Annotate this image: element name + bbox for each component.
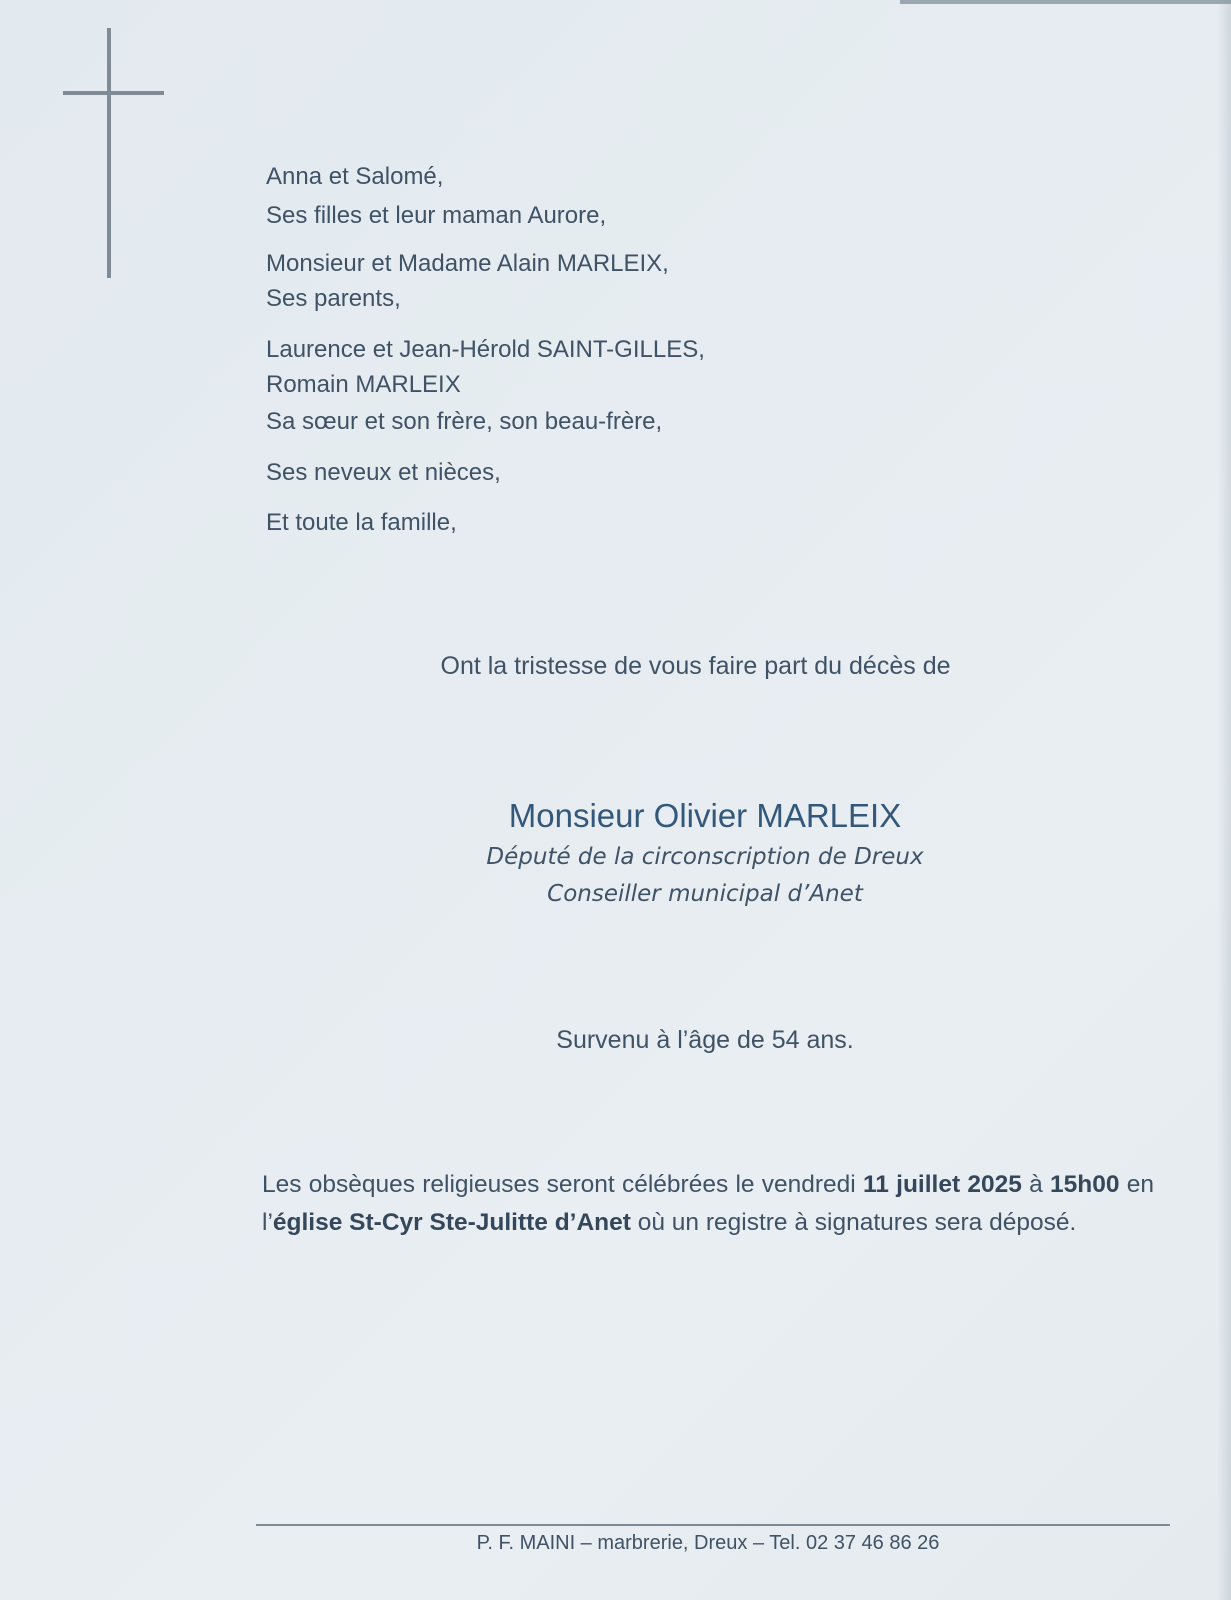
- family-line: Sa sœur et son frère, son beau-frère,: [266, 408, 663, 435]
- funeral-text: en l’: [262, 1171, 1154, 1236]
- funeral-place: église St-Cyr Ste-Julitte d’Anet: [272, 1209, 631, 1236]
- cross-horizontal-bar: [63, 91, 164, 95]
- family-line: Laurence et Jean-Hérold SAINT-GILLES,: [266, 336, 705, 363]
- family-line: Et toute la famille,: [266, 509, 457, 536]
- family-line: Monsieur et Madame Alain MARLEIX,: [266, 250, 669, 277]
- funeral-text: Les obsèques religieuses seront célébrées le vendredi: [262, 1171, 863, 1198]
- deceased-name: Monsieur Olivier MARLEIX: [508, 797, 902, 834]
- family-line: Romain MARLEIX: [266, 371, 461, 398]
- footer-contact: P. F. MAINI – marbrerie, Dreux – Tel. 02 37 46 86 26: [476, 1532, 940, 1554]
- funeral-text: à: [1021, 1171, 1051, 1198]
- family-line: Ses neveux et nièces,: [266, 459, 501, 486]
- funeral-time: 15h00: [1050, 1171, 1120, 1198]
- announcement-text: Ont la tristesse de vous faire part du décès de: [440, 652, 951, 680]
- funeral-date: 11 juillet 2025: [863, 1171, 1022, 1198]
- deceased-title: Député de la circonscription de Dreux: [486, 844, 924, 870]
- funeral-details: [262, 1166, 1154, 1242]
- deceased-title: Conseiller municipal d’Anet: [547, 881, 863, 907]
- cross-vertical-bar: [107, 28, 111, 278]
- family-line: Ses parents,: [266, 285, 401, 312]
- funeral-text: où un registre à signatures sera déposé.: [630, 1209, 1077, 1236]
- age-text: Survenu à l’âge de 54 ans.: [556, 1026, 854, 1054]
- family-line: Ses filles et leur maman Aurore,: [266, 202, 607, 229]
- footer-divider: [256, 1524, 1170, 1526]
- sheet-top-edge: [900, 0, 1231, 4]
- family-line: Anna et Salomé,: [266, 163, 444, 190]
